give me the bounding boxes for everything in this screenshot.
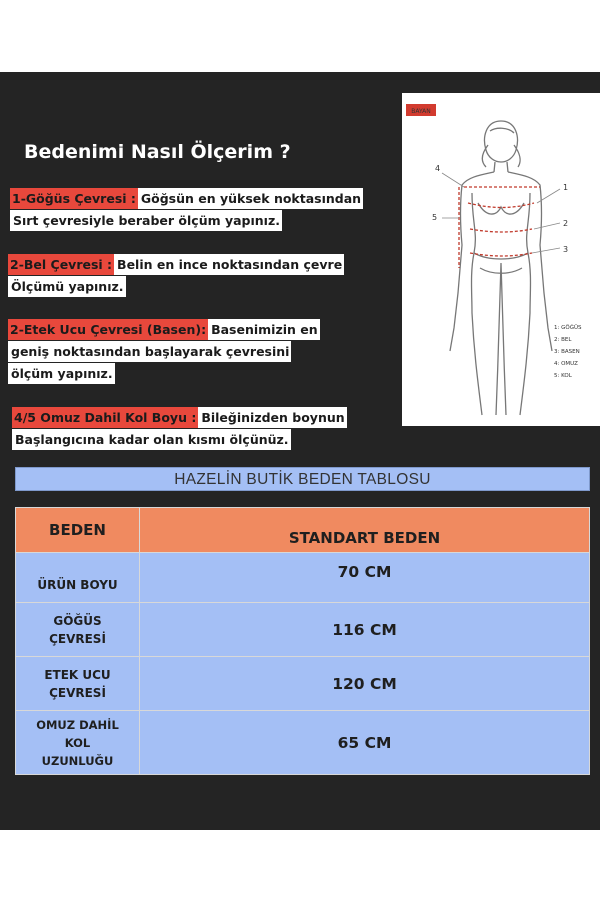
instruction-3-text: Basenimizin en [208, 319, 320, 340]
number-4: 4 [435, 164, 441, 173]
row-value-text: 70 CM [337, 562, 392, 581]
legs-shape [496, 263, 506, 415]
instruction-1-label: 1-Göğüs Çevresi : [10, 188, 138, 209]
legend-item: 1: GÖĞÜS [554, 325, 582, 331]
figure-outline [450, 121, 552, 415]
instruction-3-line-3 [8, 363, 115, 384]
row-label-line: GÖĞÜS [53, 613, 102, 628]
row-label-line: KOL [64, 735, 91, 750]
table-row [16, 711, 590, 775]
row-value: 120 CM [140, 657, 590, 711]
size-table-header-row [16, 508, 590, 553]
instruction-2-line-1 [8, 254, 344, 275]
head-shape [485, 121, 518, 162]
instruction-4-line-2 [12, 429, 291, 450]
number-1: 1 [563, 183, 569, 192]
row-value: 65 CM [140, 711, 590, 775]
header-standart-beden [140, 508, 590, 553]
instruction-3-cont-1: geniş noktasından başlayarak çevresini [8, 341, 291, 362]
row-value: 116 CM [140, 603, 590, 657]
table-row [16, 603, 590, 657]
instruction-1-text: Göğsün en yüksek noktasından [138, 188, 363, 209]
legend-item: 2: BEL [554, 337, 572, 343]
legend-item: 5: KOL [554, 373, 572, 379]
row-label-line: ÇEVRESİ [49, 685, 106, 700]
figure-legend [554, 324, 582, 379]
instruction-1-line-2 [10, 210, 282, 231]
line-2-waist [470, 229, 532, 232]
row-value [140, 553, 590, 603]
bust-shape [478, 203, 524, 214]
row-label-line: ETEK UCU [44, 667, 111, 682]
row-label [16, 603, 140, 657]
body-shape [472, 193, 531, 415]
arms-shape [450, 172, 552, 351]
instruction-3-cont-2: ölçüm yapınız. [8, 363, 115, 384]
instruction-2-label: 2-Bel Çevresi : [8, 254, 114, 275]
page-title: Bedenimi Nasıl Ölçerim ? [24, 141, 291, 163]
legend-item: 3: BASEN [554, 349, 580, 355]
body-outline-illustration [402, 93, 600, 426]
instruction-2-cont-1: Ölçümü yapınız. [8, 276, 126, 297]
row-label [16, 711, 140, 775]
instruction-3-line-1 [8, 319, 320, 340]
instruction-3-line-2 [8, 341, 291, 362]
hair-shape [482, 128, 520, 167]
header-beden: BEDEN [16, 508, 140, 553]
legend-item: 4: OMUZ [554, 361, 578, 367]
badge-text: BAYAN [411, 108, 431, 115]
instruction-2-line-2 [8, 276, 126, 297]
instruction-1-cont-1: Sırt çevresiyle beraber ölçüm yapınız. [10, 210, 282, 231]
row-label-line: UZUNLUĞU [41, 753, 114, 768]
instruction-4-label: 4/5 Omuz Dahil Kol Boyu : [12, 407, 198, 428]
neck-shape [494, 162, 508, 172]
instruction-3-label: 2-Etek Ucu Çevresi (Basen): [8, 319, 208, 340]
instruction-2-text: Belin en ince noktasından çevre [114, 254, 344, 275]
instruction-4-text: Bileğinizden boynun [198, 407, 346, 428]
table-row [16, 657, 590, 711]
row-label-line: ÇEVRESİ [49, 631, 106, 646]
body-measurement-figure [402, 93, 600, 426]
number-5: 5 [432, 213, 438, 222]
instruction-1-line-1 [10, 188, 363, 209]
header-standart-beden-text: STANDART BEDEN [288, 529, 441, 547]
instruction-4-line-1 [12, 407, 347, 428]
size-table-title: HAZELİN BUTİK BEDEN TABLOSU [15, 467, 590, 491]
instruction-4-cont-1: Başlangıcına kadar olan kısmı ölçünüz. [12, 429, 291, 450]
number-3: 3 [563, 245, 569, 254]
row-label [16, 553, 140, 603]
table-row [16, 553, 590, 603]
row-label-line: ÜRÜN BOYU [37, 577, 118, 592]
size-table [15, 507, 590, 775]
number-2: 2 [563, 219, 569, 228]
row-label-line: OMUZ DAHİL [36, 717, 119, 732]
pointer-lines [442, 173, 560, 253]
row-label [16, 657, 140, 711]
